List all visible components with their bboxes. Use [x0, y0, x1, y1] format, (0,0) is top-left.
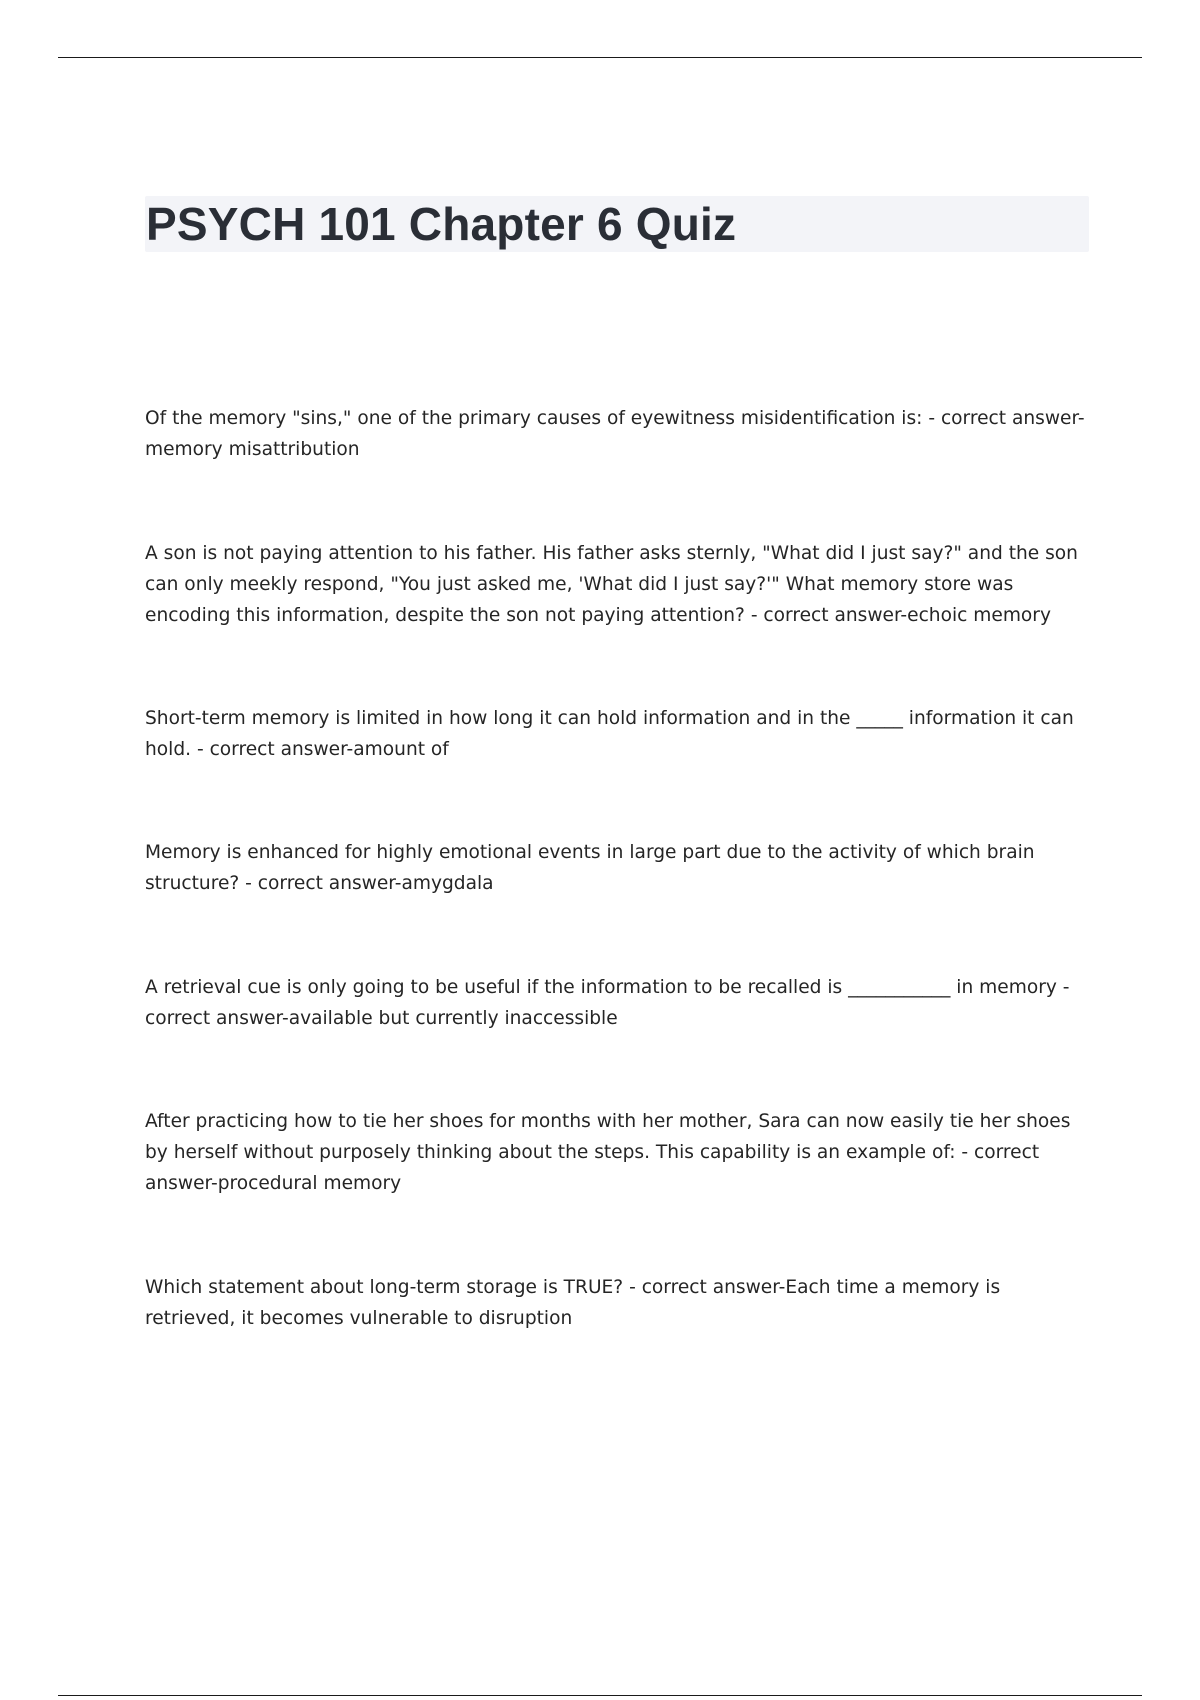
question-text: After practicing how to tie her shoes for months with her mother, Sara can now easily tie her shoes by herself without purposely thinking about the steps. This capability is an example of: — [145, 1111, 1071, 1163]
answer-text: amygdala — [401, 873, 494, 894]
footer-rule — [58, 1695, 1142, 1696]
page-title: PSYCH 101 Chapter 6 Quiz — [146, 198, 737, 250]
question-text: Memory is enhanced for highly emotional events in large part due to the activity of which brain structure? — [145, 842, 1035, 894]
answer-separator: - correct answer- — [145, 1142, 1040, 1194]
qa-item-4 — [145, 837, 1085, 899]
question-text: Of the memory "sins," one of the primary causes of eyewitness misidentification is: — [145, 408, 923, 429]
qa-item-5 — [145, 972, 1085, 1034]
answer-separator: - correct answer- — [145, 977, 1070, 1029]
answer-text: amount of — [353, 739, 449, 760]
answer-separator: - correct answer- — [623, 1277, 786, 1298]
qa-item-3 — [145, 703, 1085, 765]
answer-separator: - correct answer- — [191, 739, 354, 760]
answer-separator: - correct answer- — [239, 873, 402, 894]
qa-item-6 — [145, 1106, 1085, 1199]
answer-text: echoic memory — [907, 605, 1051, 626]
question-text: A son is not paying attention to his father. His father asks sternly, "What did I just say?" and the son can only meekly respond, "You just asked me, 'What did I just say?'" What memory store was encoding this information, despite the son not paying attention? — [145, 543, 1078, 626]
question-text: Short-term memory is limited in how long it can hold information and in the _____ information it can hold. — [145, 708, 1074, 760]
answer-text: procedural memory — [217, 1173, 402, 1194]
answer-text: Each time a memory is retrieved, it becomes vulnerable to disruption — [145, 1277, 1001, 1329]
question-text: Which statement about long-term storage is TRUE? — [145, 1277, 624, 1298]
qa-item-2 — [145, 538, 1085, 631]
answer-separator: - correct answer- — [744, 605, 908, 626]
answer-text: available but currently inaccessible — [288, 1008, 618, 1029]
qa-item-1 — [145, 403, 1085, 465]
answer-text: memory misattribution — [145, 439, 360, 460]
qa-item-7 — [145, 1272, 1085, 1334]
answer-separator: - correct answer- — [922, 408, 1085, 429]
header-rule — [58, 57, 1142, 58]
question-text: A retrieval cue is only going to be useful if the information to be recalled is ___________ in memory — [145, 977, 1057, 998]
